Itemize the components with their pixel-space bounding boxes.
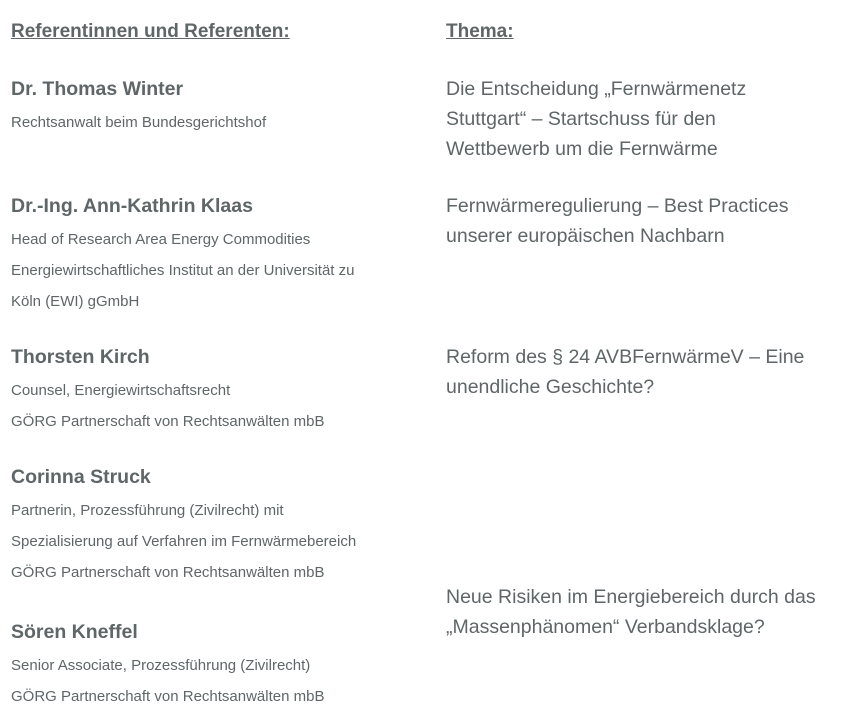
speakers-header: Referentinnen und Referenten: xyxy=(11,21,290,42)
speaker-kneffel xyxy=(11,620,431,712)
speaker-role: Rechtsanwalt beim Bundesgerichtshof xyxy=(11,114,267,131)
topic-verbandsklage xyxy=(446,582,856,642)
speaker-name: Corinna Struck xyxy=(11,466,151,488)
topic-line: Neue Risiken im Energiebereich durch das xyxy=(446,586,816,608)
speaker-role: Head of Research Area Energy Commodities xyxy=(11,231,311,248)
topic-line: Fernwärmeregulierung – Best Practices xyxy=(446,195,789,217)
speaker-klaas xyxy=(11,194,431,317)
speaker-kirch xyxy=(11,345,431,437)
speaker-affiliation: GÖRG Partnerschaft von Rechtsanwälten mbB xyxy=(11,688,325,705)
speaker-affiliation: Energiewirtschaftliches Institut an der Universität zu xyxy=(11,262,355,279)
speaker-affiliation: GÖRG Partnerschaft von Rechtsanwälten mbB xyxy=(11,564,325,581)
topic-line: Reform des § 24 AVBFernwärmeV – Eine xyxy=(446,346,805,368)
speaker-struck xyxy=(11,465,431,588)
topic-fernwaermeregulierung xyxy=(446,191,856,251)
topic-line: Die Entscheidung „Fernwärmenetz xyxy=(446,78,747,100)
topic-fernwaermenetz-stuttgart xyxy=(446,74,856,164)
topic-reform-avbfernwaermev xyxy=(446,342,856,402)
speaker-role: Counsel, Energiewirtschaftsrecht xyxy=(11,382,231,399)
speaker-name: Dr. Thomas Winter xyxy=(11,78,184,100)
speaker-affiliation: GÖRG Partnerschaft von Rechtsanwälten mbB xyxy=(11,413,325,430)
topic-line: Stuttgart“ – Startschuss für den xyxy=(446,108,716,130)
speaker-role: Partnerin, Prozessführung (Zivilrecht) mit xyxy=(11,502,284,519)
topic-line: unserer europäischen Nachbarn xyxy=(446,225,725,247)
speaker-name: Sören Kneffel xyxy=(11,621,138,643)
speaker-winter xyxy=(11,77,431,138)
topic-line: Wettbewerb um die Fernwärme xyxy=(446,138,718,160)
topic-line: „Massenphänomen“ Verbandsklage? xyxy=(446,616,765,638)
topic-line: unendliche Geschichte? xyxy=(446,376,655,398)
topic-header: Thema: xyxy=(446,21,514,42)
speaker-name: Dr.-Ing. Ann-Kathrin Klaas xyxy=(11,195,253,217)
speaker-role: Senior Associate, Prozessführung (Zivilrecht) xyxy=(11,657,311,674)
speaker-affiliation: Köln (EWI) gGmbH xyxy=(11,293,140,310)
speaker-name: Thorsten Kirch xyxy=(11,346,150,368)
speaker-role: Spezialisierung auf Verfahren im Fernwärmebereich xyxy=(11,533,357,550)
